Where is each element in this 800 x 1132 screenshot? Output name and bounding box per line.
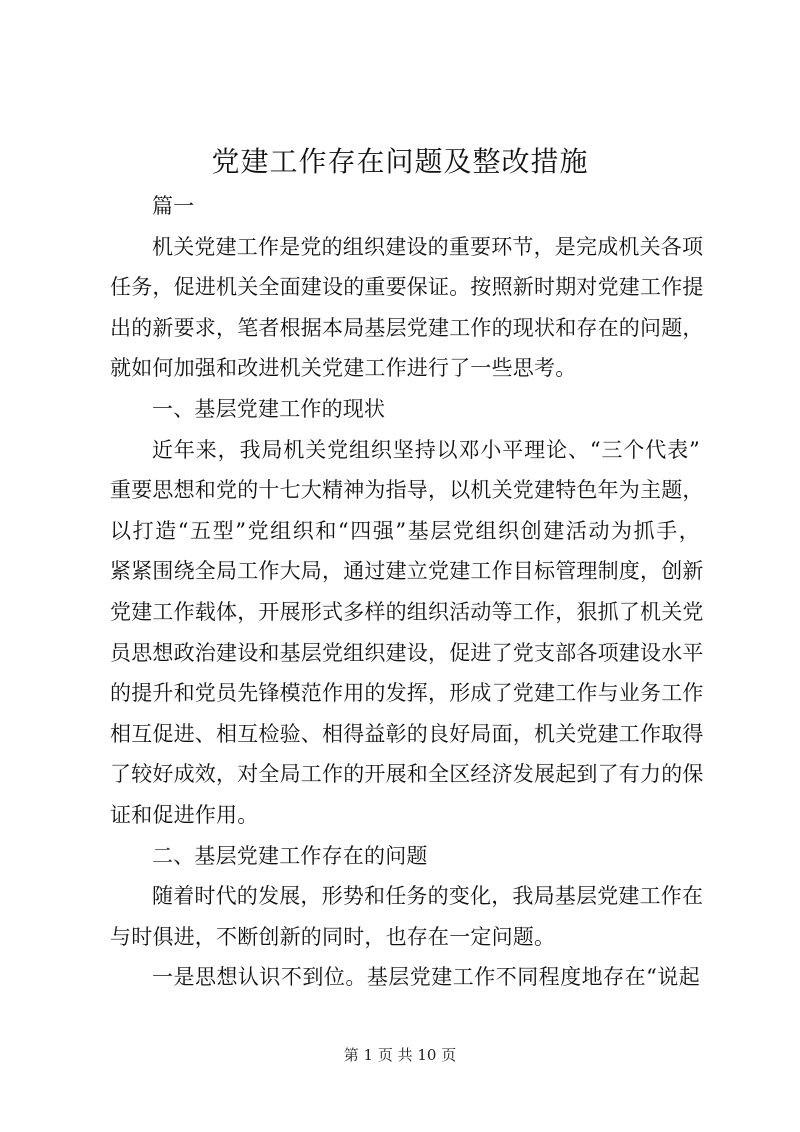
paragraph-line: 一是思想认识不到位。基层党建工作不同程度地存在“说起: [152, 965, 700, 990]
paragraph-line: 相互促进、相互检验、相得益彰的良好局面，机关党建工作取得: [110, 721, 704, 746]
paragraph-line: 近年来，我局机关党组织坚持以邓小平理论、“三个代表”: [152, 437, 700, 462]
paragraph-line: 机关党建工作是党的组织建设的重要环节，是完成机关各项: [152, 234, 704, 259]
paragraph-line: 重要思想和党的十七大精神为指导，以机关党建特色年为主题，: [110, 478, 704, 503]
paragraph-line: 员思想政治建设和基层党组织建设，促进了党支部各项建设水平: [110, 640, 704, 665]
paragraph-line: 与时俱进，不断创新的同时，也存在一定问题。: [110, 924, 556, 949]
paragraph-line: 以打造“五型”党组织和“四强”基层党组织创建活动为抓手，: [110, 518, 700, 543]
paragraph-line: 出的新要求，笔者根据本局基层党建工作的现状和存在的问题，: [110, 315, 704, 340]
document-title: 党建工作存在问题及整改措施: [211, 145, 589, 178]
paragraph-line: 紧紧围绕全局工作大局，通过建立党建工作目标管理制度，创新: [110, 559, 704, 584]
section-label: 篇一: [152, 194, 195, 218]
page-footer: 第 1 页 共 10 页: [343, 1046, 457, 1064]
paragraph-line: 的提升和党员先锋模范作用的发挥，形成了党建工作与业务工作: [110, 681, 704, 706]
section-heading: 二、基层党建工作存在的问题: [152, 843, 428, 868]
section-heading: 一、基层党建工作的现状: [152, 396, 386, 421]
paragraph-line: 任务，促进机关全面建设的重要保证。按照新时期对党建工作提: [110, 275, 704, 300]
document-body: [110, 186, 704, 998]
paragraph-line: 就如何加强和改进机关党建工作进行了一些思考。: [110, 356, 577, 381]
paragraph-line: 了较好成效，对全局工作的开展和全区经济发展起到了有力的保: [110, 762, 704, 787]
paragraph-line: 党建工作载体，开展形式多样的组织活动等工作，狠抓了机关党: [110, 599, 704, 624]
paragraph-line: 证和促进作用。: [110, 802, 259, 827]
paragraph-line: 随着时代的发展，形势和任务的变化，我局基层党建工作在: [152, 884, 704, 909]
